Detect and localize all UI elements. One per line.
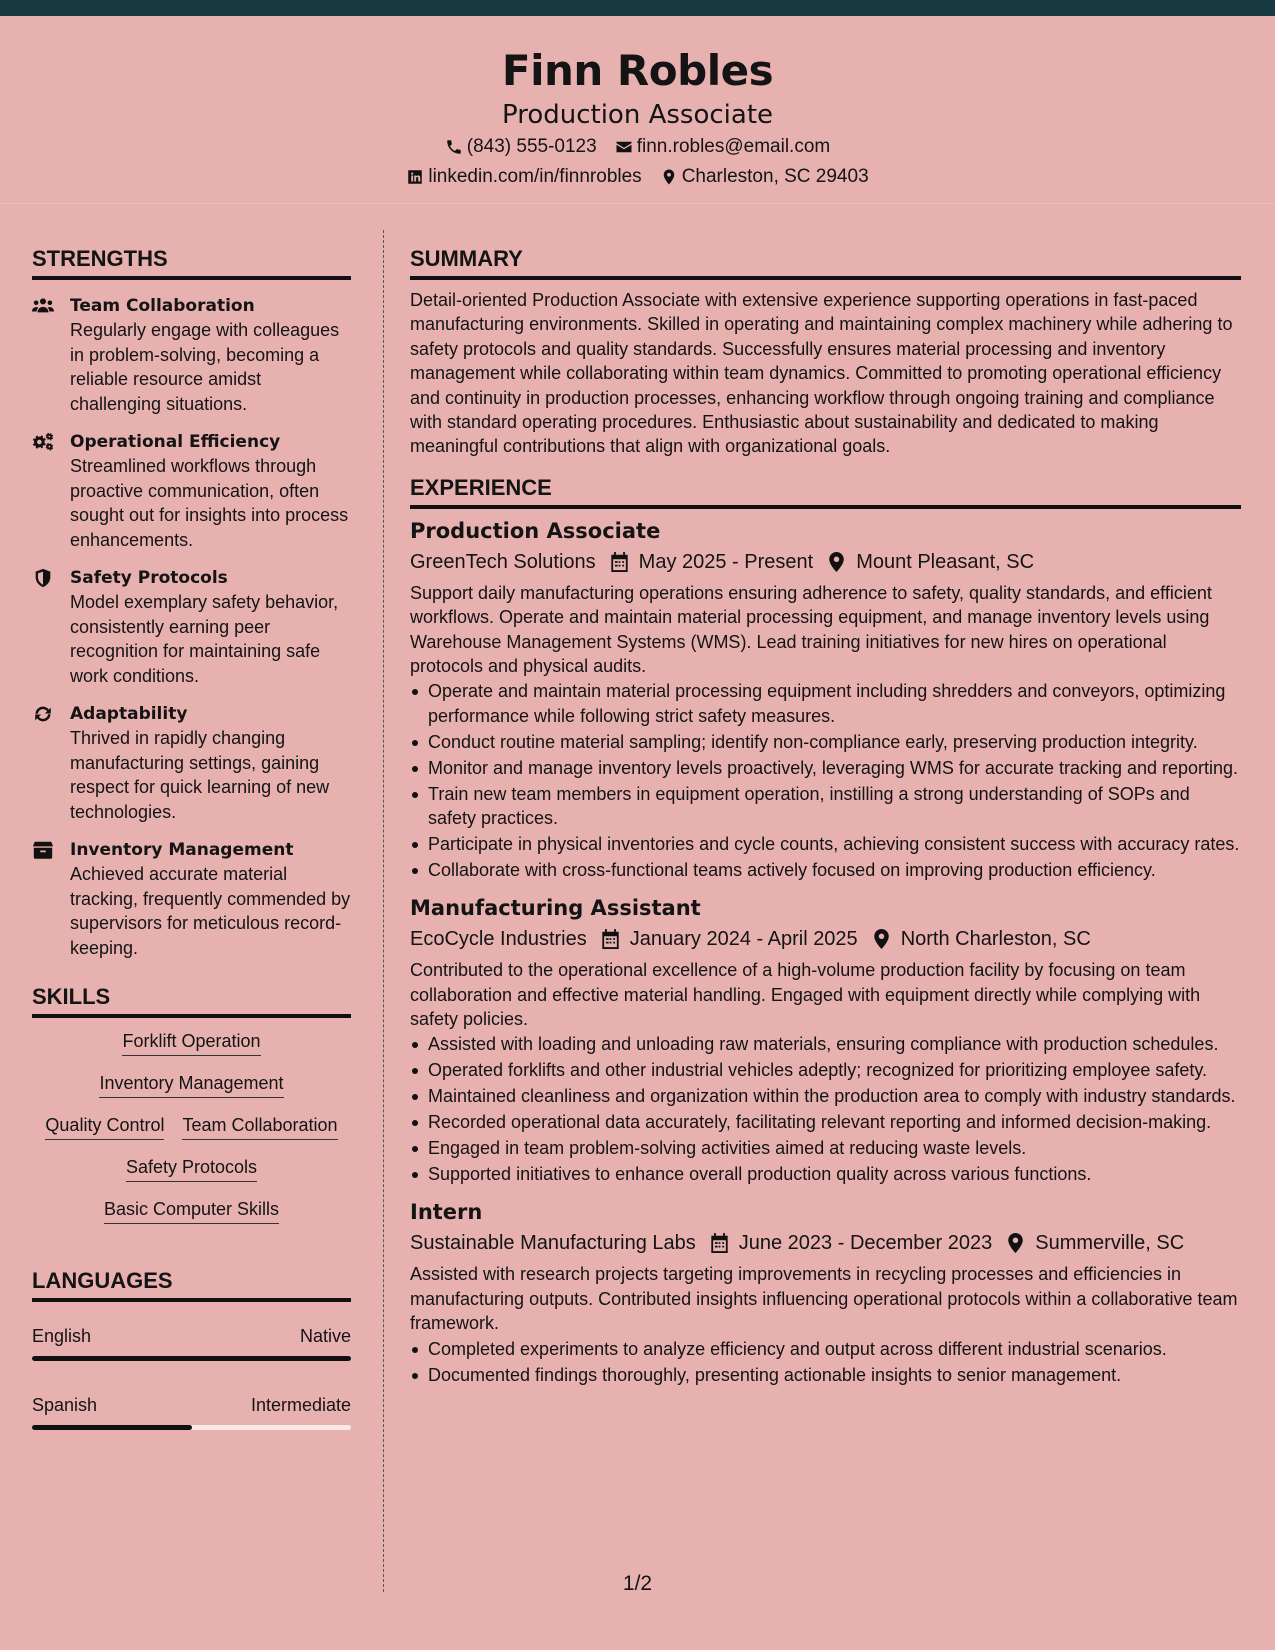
- skill-tag: Basic Computer Skills: [104, 1198, 279, 1224]
- strength-title: Adaptability: [70, 704, 188, 724]
- job-company: EcoCycle Industries: [410, 928, 587, 951]
- top-accent-bar: [0, 0, 1275, 16]
- skill-tag: Forklift Operation: [122, 1030, 260, 1056]
- experience-heading: EXPERIENCE: [410, 473, 1241, 509]
- strength-desc: Streamlined workflows through proactive communication, often sought out for insights into process enhancements.: [70, 456, 349, 550]
- strength-item: [32, 430, 351, 552]
- job-bullets: [410, 679, 1241, 882]
- location-text: Charleston, SC 29403: [681, 166, 869, 187]
- job-location: Mount Pleasant, SC: [856, 550, 1035, 573]
- job-title: Manufacturing Assistant: [410, 896, 701, 921]
- strengths-heading: STRENGTHS: [32, 244, 351, 280]
- strength-item: [32, 294, 351, 416]
- language-proficiency-bar: [32, 1356, 351, 1361]
- language-proficiency-fill: [32, 1425, 192, 1430]
- candidate-title: Production Associate: [501, 100, 774, 130]
- strength-desc: Regularly engage with colleagues in problem-solving, becoming a reliable resource amidst challenging situations.: [70, 320, 340, 414]
- language-proficiency-bar: [32, 1425, 351, 1430]
- job-dates: June 2023 - December 2023: [738, 1232, 993, 1255]
- email-text[interactable]: finn.robles@email.com: [636, 136, 831, 157]
- linkedin-text[interactable]: linkedin.com/in/finnrobles: [428, 166, 642, 187]
- job-bullet: Recorded operational data accurately, facilitating relevant reporting and informed decision-making.: [410, 1110, 1241, 1134]
- page-number: 1/2: [622, 1572, 653, 1595]
- skills-list: [32, 1030, 351, 1224]
- strength-desc: Model exemplary safety behavior, consistently earning peer recognition for maintaining safe work conditions.: [70, 592, 339, 686]
- strength-title: Operational Efficiency: [70, 432, 281, 452]
- box-icon: [32, 840, 54, 860]
- strength-desc: Thrived in rapidly changing manufacturing settings, gaining respect for quick learning of new technologies.: [70, 728, 330, 822]
- job-bullet: Operated forklifts and other industrial vehicles adeptly; recognized for prioritizing employee safety.: [410, 1058, 1241, 1082]
- gears-icon: [32, 432, 54, 452]
- strength-item: [32, 838, 351, 960]
- strength-title: Team Collaboration: [70, 296, 255, 316]
- job-location: Summerville, SC: [1035, 1232, 1185, 1255]
- job-entry: [410, 1198, 1241, 1387]
- strength-desc: Achieved accurate material tracking, frequently commended by supervisors for meticulous record-keeping.: [70, 864, 351, 958]
- email-item[interactable]: [615, 132, 831, 162]
- strength-item: [32, 702, 351, 824]
- job-dates: May 2025 - Present: [638, 550, 814, 573]
- job-bullet: Monitor and manage inventory levels proactively, leveraging WMS for accurate tracking and reporting.: [410, 756, 1241, 780]
- job-entry: [410, 894, 1241, 1186]
- map-pin-icon: [872, 929, 891, 949]
- job-bullets: [410, 1032, 1241, 1186]
- users-icon: [32, 296, 54, 316]
- language-name: English: [32, 1326, 92, 1346]
- job-bullet: Train new team members in equipment operation, instilling a strong understanding of SOPs and safety practices.: [410, 782, 1241, 831]
- calendar-icon: [610, 552, 629, 572]
- linkedin-item[interactable]: [406, 162, 641, 192]
- job-bullet: Conduct routine material sampling; identify non-compliance early, preserving production integrity.: [410, 730, 1241, 754]
- job-bullet: Documented findings thoroughly, presenting actionable insights to senior management.: [410, 1363, 1241, 1387]
- language-item: [32, 1393, 351, 1430]
- job-meta: [410, 547, 1241, 577]
- map-pin-icon: [1006, 1233, 1025, 1253]
- contact-row-1: [0, 132, 1275, 162]
- language-name: Spanish: [32, 1395, 98, 1415]
- location-item: [660, 162, 869, 192]
- strength-title: Safety Protocols: [70, 568, 228, 588]
- job-title: Intern: [410, 1200, 483, 1225]
- job-bullet: Participate in physical inventories and cycle counts, achieving consistent success with accuracy rates.: [410, 832, 1241, 856]
- job-title: Production Associate: [410, 518, 661, 543]
- skills-heading: SKILLS: [32, 982, 351, 1018]
- summary-heading: SUMMARY: [410, 244, 1241, 280]
- job-bullet: Operate and maintain material processing equipment including shredders and conveyors, optimizing performance while following strict safety measures.: [410, 679, 1241, 728]
- phone-item: [445, 132, 597, 162]
- skill-tag: Safety Protocols: [126, 1156, 257, 1182]
- calendar-icon: [601, 929, 620, 949]
- language-proficiency-fill: [32, 1356, 351, 1361]
- job-description: Contributed to the operational excellence of a high-volume production facility by focusing on team collaboration and effective material handling. Engaged with equipment directly while complying with safety policies.: [410, 960, 1201, 1030]
- job-meta: [410, 1228, 1241, 1258]
- summary-text: Detail-oriented Production Associate with extensive experience supporting operations in fast-paced manufacturing environments. Skilled in operating and maintaining complex machinery while adhering to safety protocols and quality standards. Successfully ensures material processing and inventory management while collaborating within team dynamics. Committed to promoting operational efficiency and continuity in production processes, enhancing workflow through ongoing training and compliance with standard operating procedures. Enthusiastic about sustainability and dedicated to making meaningful contributions that align with organizational goals.: [410, 290, 1233, 457]
- job-company: Sustainable Manufacturing Labs: [410, 1232, 696, 1255]
- contact-row-2: [0, 162, 1275, 192]
- job-description: Assisted with research projects targeting improvements in recycling processes and efficiencies in manufacturing outputs. Contributed insights influencing operational protocols within a collaborative team framework.: [410, 1264, 1238, 1334]
- skill-tag: Inventory Management: [99, 1072, 283, 1098]
- job-entry: [410, 517, 1241, 882]
- shield-icon: [32, 568, 54, 588]
- phone-icon: [445, 138, 463, 156]
- strength-title: Inventory Management: [70, 840, 294, 860]
- job-meta: [410, 924, 1241, 954]
- linkedin-icon: [406, 168, 424, 186]
- left-column: [32, 244, 351, 1430]
- right-column: [410, 244, 1241, 1388]
- job-bullet: Collaborate with cross-functional teams actively focused on improving production efficiency.: [410, 858, 1241, 882]
- language-level: Native: [299, 1326, 351, 1346]
- job-bullet: Assisted with loading and unloading raw materials, ensuring compliance with production schedules.: [410, 1032, 1241, 1056]
- skill-tag: Quality Control: [45, 1114, 164, 1140]
- language-level: Intermediate: [250, 1395, 351, 1415]
- phone-text: (843) 555-0123: [466, 136, 597, 157]
- calendar-icon: [710, 1233, 729, 1253]
- sync-icon: [32, 704, 54, 724]
- job-bullet: Engaged in team problem-solving activities aimed at reducing waste levels.: [410, 1136, 1241, 1160]
- job-description: Support daily manufacturing operations ensuring adherence to safety, quality standards, and efficient workflows. Operate and maintain material processing equipment, and manage inventory levels using Warehouse Management Systems (WMS). Lead training initiatives for new hires on operational protocols and physical audits.: [410, 582, 1212, 677]
- language-item: [32, 1324, 351, 1361]
- job-dates: January 2024 - April 2025: [629, 928, 858, 951]
- map-pin-icon: [660, 168, 678, 186]
- job-company: GreenTech Solutions: [410, 550, 596, 573]
- job-bullet: Maintained cleanliness and organization within the production area to comply with industry standards.: [410, 1084, 1241, 1108]
- job-bullet: Supported initiatives to enhance overall production quality across various functions.: [410, 1162, 1241, 1186]
- job-location: North Charleston, SC: [900, 928, 1091, 951]
- job-bullets: [410, 1337, 1241, 1387]
- job-bullet: Completed experiments to analyze efficiency and output across different industrial scenarios.: [410, 1337, 1241, 1361]
- languages-heading: LANGUAGES: [32, 1266, 351, 1302]
- column-divider: [383, 230, 384, 1592]
- skill-tag: Team Collaboration: [182, 1114, 337, 1140]
- strength-item: [32, 566, 351, 688]
- resume-header: [0, 16, 1275, 204]
- candidate-name: Finn Robles: [501, 46, 774, 95]
- envelope-icon: [615, 138, 633, 156]
- map-pin-icon: [827, 552, 846, 572]
